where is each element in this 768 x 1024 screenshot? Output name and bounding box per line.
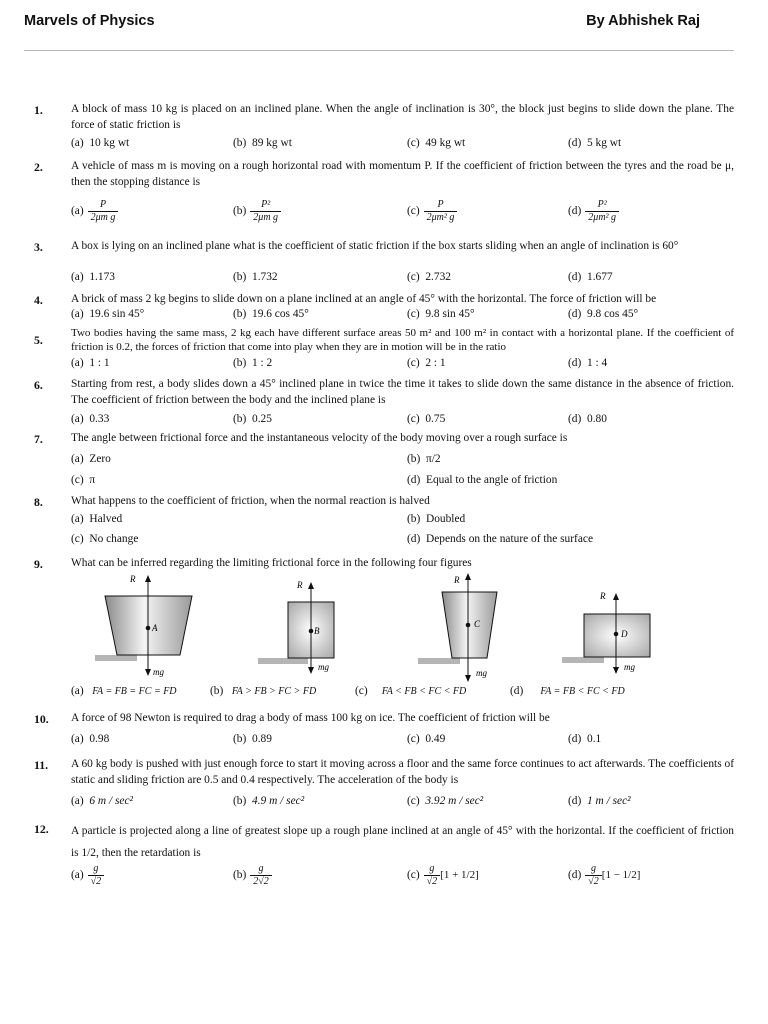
option-d[interactable]: (d) 0.80 (568, 413, 607, 425)
option-a[interactable]: (a) 1.173 (71, 271, 115, 283)
question-text: A force of 98 Newton is required to drag a body of mass 100 kg on ice. The coefficient of friction will be (71, 712, 550, 724)
option-c[interactable]: (c) 2 : 1 (407, 357, 446, 369)
label-mg-b: mg (318, 662, 329, 672)
option-c[interactable]: (c) 2.732 (407, 271, 451, 283)
option-b[interactable]: (b) π/2 (407, 453, 441, 465)
option-a[interactable]: (a) 10 kg wt (71, 137, 130, 149)
option-c[interactable]: (c) $\frac{g}{√2}$ [1 + 1/2] (407, 863, 479, 887)
option-d[interactable]: (d) $\frac{\text{P²}}{\text{2μm² g}}$ (568, 199, 619, 224)
label-block-d: D (621, 629, 628, 639)
option-d[interactable]: (d) $\frac{g}{√2}$ [1 − 1/2] (568, 863, 641, 887)
question-text: Two bodies having the same mass, 2 kg each have different surface areas 50 m² and 100 m² in contact with a horizontal plane. If the coefficient of friction is 0.2, the forces of friction that come into play when they are in motion will be in the ratio (71, 327, 734, 353)
book-title: Marvels of Physics (24, 13, 155, 29)
question-number: 3. (34, 240, 43, 254)
option-c[interactable]: (c) 49 kg wt (407, 137, 466, 149)
figure-c (418, 573, 497, 682)
arrow-up-d (613, 593, 619, 600)
option-c[interactable]: (c) 3.92 m / sec² (407, 795, 484, 807)
question-number: 7. (34, 432, 43, 446)
option-b[interactable]: (b) 89 kg wt (233, 137, 292, 149)
arrow-down-b (308, 667, 314, 674)
option-b[interactable]: (b) $\frac{g}{2√2}$ (233, 863, 272, 888)
option-b[interactable]: (b) 4.9 m / sec² (233, 795, 305, 807)
question-number: 8. (34, 495, 43, 509)
center-dot-c (466, 623, 471, 628)
question-number: 4. (34, 293, 43, 307)
question-text: A vehicle of mass m is moving on a rough horizontal road with momentum P. If the coefficient of friction between the tyres and the road be μ, then the stopping distance is (71, 160, 734, 188)
fraction: $\frac{\text{P²}}{\text{2μm g}}$ (250, 199, 281, 224)
question-text: A 60 kg body is pushed with just enough force to start it moving across a floor and the same force continues to act afterwards. The coefficients of static and sliding friction are 0.5 and 0.4 respectively. The acceleration of the body is (71, 758, 734, 786)
floor-b (258, 658, 308, 664)
label-r-b: R (297, 580, 303, 590)
header-divider (24, 50, 734, 51)
floor-a (95, 655, 137, 661)
option-b[interactable]: (b) 1 : 2 (233, 357, 273, 369)
question-number: 12. (34, 822, 49, 836)
option-b[interactable]: (b) 0.89 (233, 733, 272, 745)
question-number: 6. (34, 378, 43, 392)
option-a[interactable]: (a) 6 m / sec² (71, 795, 133, 807)
option-a[interactable]: (a) $\frac{g}{√2}$ (71, 863, 104, 888)
option-b[interactable]: (b) Doubled (407, 513, 466, 525)
option-a[interactable]: (a) FA = FB = FC = FD (71, 685, 177, 697)
figure-b (258, 580, 334, 674)
fraction: $\frac{P}{\text{2μm² g}}$ (424, 199, 458, 224)
question-number: 11. (34, 758, 49, 772)
option-c[interactable]: (c) No change (71, 533, 139, 545)
center-dot-d (614, 632, 619, 637)
figure-d (562, 591, 650, 674)
question-number: 2. (34, 160, 43, 174)
label-mg-c: mg (476, 668, 487, 678)
option-c[interactable]: (c) 0.49 (407, 733, 446, 745)
page-header (0, 0, 768, 60)
question-text: What can be inferred regarding the limiting frictional force in the following four figures (71, 557, 472, 569)
floor-d (562, 657, 604, 663)
figure-a (95, 574, 192, 677)
floor-c (418, 658, 460, 664)
arrow-up-b (308, 582, 314, 589)
question-text: Starting from rest, a body slides down a 45° inclined plane in twice the time it takes to slide down the same distance in the absence of friction. The coefficient of friction between the body and the inclined plane is (71, 378, 734, 406)
option-b[interactable]: (b) 0.25 (233, 413, 272, 425)
option-c[interactable]: (c) 9.8 sin 45° (407, 308, 475, 320)
label-r-c: R (454, 575, 460, 585)
option-b[interactable]: (b) $\frac{\text{P²}}{\text{2μm g}}$ (233, 199, 281, 224)
option-d[interactable]: (d) 1 : 4 (568, 357, 608, 369)
label-block-b: B (314, 626, 320, 636)
arrow-up-c (465, 573, 471, 580)
option-a[interactable]: (a) 1 : 1 (71, 357, 110, 369)
author-name: By Abhishek Raj (586, 13, 700, 29)
center-dot-b (309, 629, 314, 634)
arrow-down-c (465, 675, 471, 682)
fraction: $\frac{g}{√2}$ (88, 863, 105, 888)
label-block-a: A (152, 623, 158, 633)
option-d[interactable]: (d) 1.677 (568, 271, 613, 283)
question-number: 5. (34, 333, 43, 347)
fraction: $\frac{g}{√2}$ (585, 863, 602, 888)
question-number: 1. (34, 103, 43, 117)
label-block-c: C (474, 619, 481, 629)
label-mg-a: mg (153, 667, 164, 677)
question-text: A particle is projected along a line of greatest slope up a rough plane inclined at an angle of 45° with the horizontal. If the coefficient of friction is 1/2, then the retardation is (71, 825, 734, 859)
option-a[interactable]: (a) Zero (71, 453, 111, 465)
label-r-d: R (600, 591, 606, 601)
option-a[interactable]: (a) 0.98 (71, 733, 110, 745)
arrow-down-a (145, 669, 151, 676)
question-text: What happens to the coefficient of friction, when the normal reaction is halved (71, 495, 430, 507)
center-dot-a (146, 626, 151, 631)
arrow-up-a (145, 575, 151, 582)
question-number: 10. (34, 712, 49, 726)
option-c[interactable]: (c) $\frac{P}{\text{2μm² g}}$ (407, 199, 457, 224)
question-text: The angle between frictional force and the instantaneous velocity of the body moving over a rough surface is (71, 432, 568, 444)
option-b[interactable]: (b) 1.732 (233, 271, 278, 283)
option-d[interactable]: (d) 1 m / sec² (568, 795, 631, 807)
option-a[interactable]: (a) 0.33 (71, 413, 110, 425)
option-a[interactable]: (a) 19.6 sin 45° (71, 308, 145, 320)
option-d[interactable]: (d) 0.1 (568, 733, 602, 745)
option-a[interactable]: (a) Halved (71, 513, 123, 525)
option-d[interactable]: (d) FA = FB < FC < FD (510, 685, 625, 697)
option-b[interactable]: (b) 19.6 cos 45° (233, 308, 309, 320)
option-d[interactable]: (d) 5 kg wt (568, 137, 622, 149)
option-c[interactable]: (c) FA < FB < FC < FD (355, 685, 467, 697)
option-d[interactable]: (d) 9.8 cos 45° (568, 308, 639, 320)
fraction: $\frac{g}{2√2}$ (250, 863, 272, 888)
option-c[interactable]: (c) π (71, 474, 96, 486)
label-r-a: R (130, 574, 136, 584)
option-b[interactable]: (b) FA > FB > FC > FD (210, 685, 317, 697)
option-a[interactable]: (a) $\frac{P}{\text{2μm g}}$ (71, 199, 118, 224)
label-mg-d: mg (624, 662, 635, 672)
option-c[interactable]: (c) 0.75 (407, 413, 446, 425)
option-d[interactable]: (d) Depends on the nature of the surface (407, 533, 593, 545)
option-d[interactable]: (d) Equal to the angle of friction (407, 474, 558, 486)
question-text: A block of mass 10 kg is placed on an inclined plane. When the angle of inclination is 30°, the block just begins to slide down the plane. The force of static friction is (71, 103, 734, 131)
arrow-down-d (613, 667, 619, 674)
fraction: $\frac{P}{\text{2μm g}}$ (88, 199, 119, 224)
friction-figures (0, 572, 768, 682)
question-text: A brick of mass 2 kg begins to slide down on a plane inclined at an angle of 45° with the horizontal. The force of friction will be (71, 293, 657, 305)
fraction: $\frac{g}{√2}$ (424, 863, 441, 888)
question-number: 9. (34, 557, 43, 571)
question-text: A box is lying on an inclined plane what is the coefficient of static friction if the box starts sliding when an angle of inclination is 60° (71, 240, 679, 252)
fraction: $\frac{\text{P²}}{\text{2μm² g}}$ (585, 199, 619, 224)
